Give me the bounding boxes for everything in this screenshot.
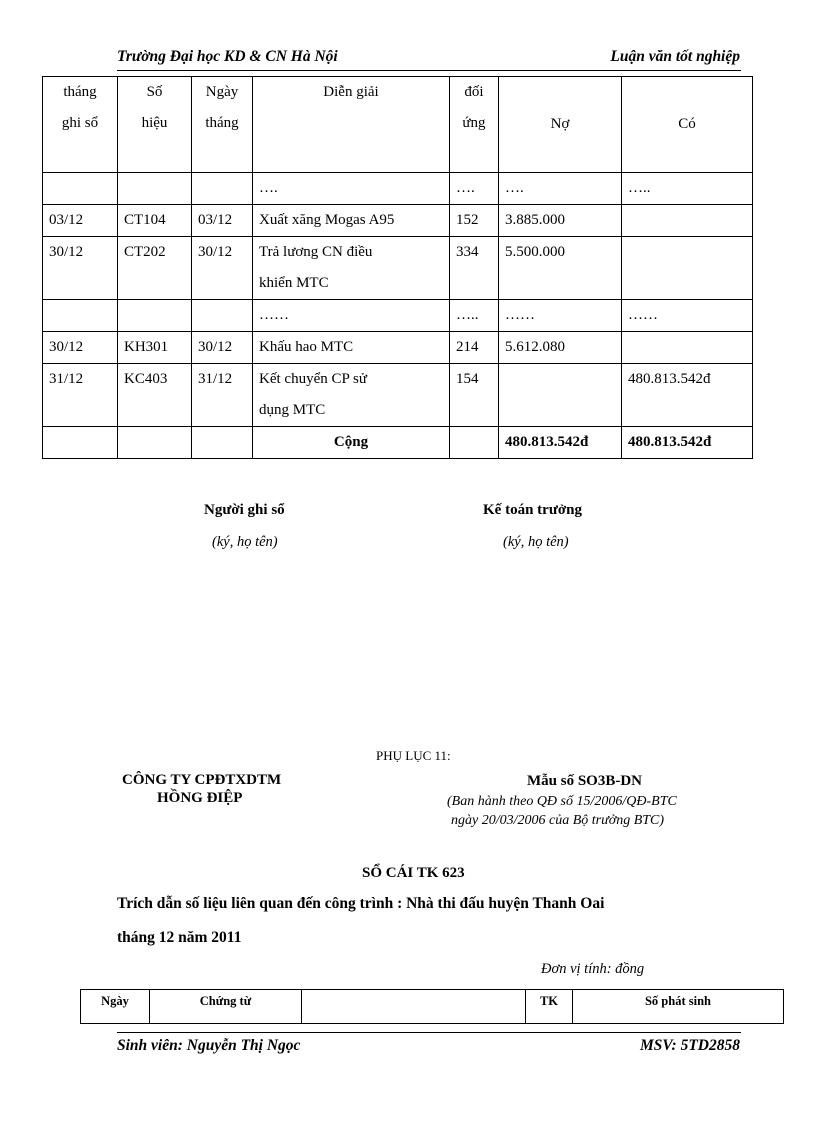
issued-line2: ngày 20/03/2006 của Bộ trưởng BTC) (451, 813, 665, 828)
col-contra-account: đối ứng (450, 77, 499, 173)
header-rule (117, 70, 741, 71)
tk-col-account: TK (526, 990, 573, 1023)
header-school: Trường Đại học KD & CN Hà Nội (117, 48, 338, 65)
ledger-table (42, 76, 753, 459)
tk-col-voucher: Chứng từ (150, 990, 302, 1023)
col-month: tháng ghi sổ (43, 77, 118, 173)
period-line: tháng 12 năm 2011 (117, 929, 242, 946)
unit-line: Đơn vị tính: đồng (541, 961, 645, 977)
table-row: 30/12 CT202 30/12 Trả lương CN điều khiển MTC 334 5.500.000 (43, 237, 753, 300)
appendix-label: PHỤ LỤC 11: (376, 748, 451, 763)
issued-line1: (Ban hành theo QĐ số 15/2006/QĐ-BTC (447, 794, 677, 809)
chief-accountant-note: (ký, họ tên) (503, 534, 569, 550)
table-row: 31/12 KC403 31/12 Kết chuyển CP sử dụng MTC 154 480.813.542đ (43, 364, 753, 427)
header-thesis: Luận văn tốt nghiệp (610, 48, 740, 65)
table-row: 30/12 KH301 30/12 Khấu hao MTC 214 5.612.080 (43, 332, 753, 364)
footer-rule (117, 1032, 741, 1033)
table-row: …. …. …. ….. (43, 173, 753, 205)
col-debit: Nợ (499, 77, 622, 173)
footer-student-id: MSV: 5TD2858 (639, 1037, 740, 1054)
recorder-note: (ký, họ tên) (212, 534, 278, 550)
table-row: …… ….. …… …… (43, 300, 753, 332)
chief-accountant-title: Kế toán trưởng (483, 502, 582, 518)
company-line2: HỒNG ĐIỆP (157, 790, 243, 806)
tk-col-date: Ngày (81, 990, 150, 1023)
table-row: 03/12 CT104 03/12 Xuất xăng Mogas A95 152 3.885.000 (43, 205, 753, 237)
ledger-title: SỔ CÁI TK 623 (362, 865, 465, 881)
recorder-title: Người ghi sổ (204, 502, 285, 518)
footer-student: Sinh viên: Nguyễn Thị Ngọc (117, 1037, 301, 1054)
col-credit: Có (622, 77, 753, 173)
ledger-header-row (43, 77, 753, 173)
col-doc-date: Ngày tháng (192, 77, 253, 173)
tk623-table-header (80, 989, 784, 1024)
total-row (43, 427, 753, 459)
company-line1: CÔNG TY CPĐTXDTM (122, 772, 282, 788)
total-label: Cộng (253, 427, 450, 459)
total-debit: 480.813.542đ (499, 427, 622, 459)
form-code: Mẫu số SO3B-DN (527, 773, 643, 789)
tk-col-amount: Số phát sinh (644, 994, 711, 1008)
col-doc-no: Số hiệu (118, 77, 192, 173)
excerpt-line: Trích dẫn số liệu liên quan đến công trình : Nhà thi đấu huyện Thanh Oai (117, 895, 605, 912)
total-credit: 480.813.542đ (622, 427, 753, 459)
col-description: Diễn giải (253, 77, 450, 173)
tk-col-description (302, 990, 526, 1023)
